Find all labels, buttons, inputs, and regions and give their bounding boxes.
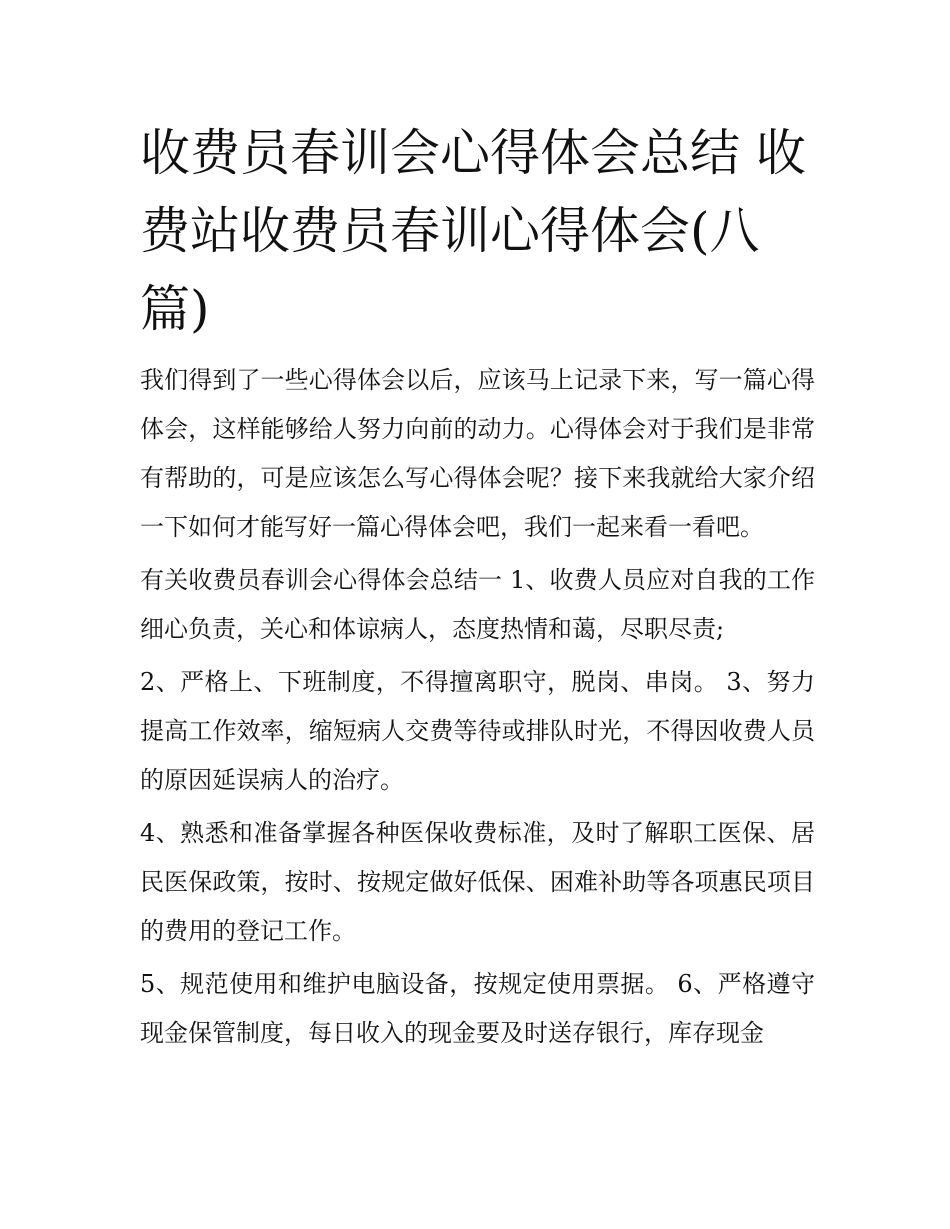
document-body bbox=[140, 356, 815, 1062]
section-one-item-1-paragraph: 有关收费员春训会心得体会总结一 1、收费人员应对自我的工作细心负责，关心和体谅病人，态度热情和蔼，尽职尽责; bbox=[140, 566, 815, 643]
items-2-3-paragraph: 2、严格上、下班制度，不得擅离职守，脱岗、串岗。 3、努力提高工作效率，缩短病人交费等待或排队时光，不得因收费人员的原因延误病人的治疗。 bbox=[140, 668, 815, 794]
document-title: 收费员春训会心得体会总结 收费站收费员春训心得体会(八篇) bbox=[140, 124, 806, 338]
intro-paragraph: 我们得到了一些心得体会以后，应该马上记录下来，写一篇心得体会，这样能够给人努力向前的动力。心得体会对于我们是非常有帮助的，可是应该怎么写心得体会呢？接下来我就给大家介绍一下如何才能写好一篇心得体会吧，我们一起来看一看吧。 bbox=[140, 366, 815, 541]
items-5-6-paragraph: 5、规范使用和维护电脑设备，按规定使用票据。 6、严格遵守现金保管制度，每日收入的现金要及时送存银行，库存现金 bbox=[140, 970, 815, 1047]
item-4-paragraph: 4、熟悉和准备掌握各种医保收费标准，及时了解职工医保、居民医保政策，按时、按规定做好低保、困难补助等各项惠民项目的费用的登记工作。 bbox=[140, 819, 815, 945]
